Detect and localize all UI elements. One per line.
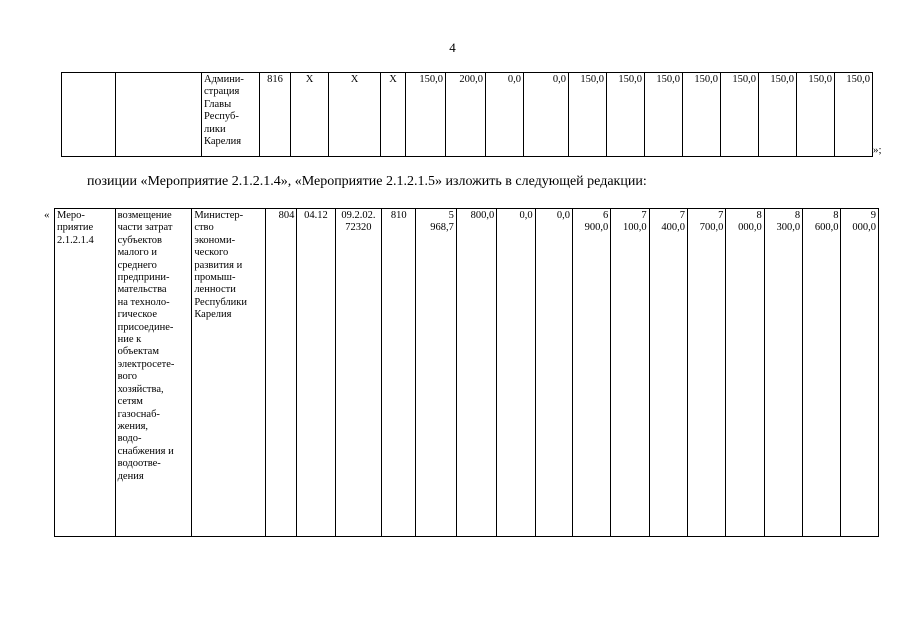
table-cell: 8 300,0 bbox=[764, 209, 802, 537]
table-cell: 8 600,0 bbox=[803, 209, 841, 537]
table-cell: 816 bbox=[260, 73, 291, 157]
intro-text: позиции «Мероприятие 2.1.2.1.4», «Мероприятие 2.1.2.1.5» изложить в следующей редакции: bbox=[87, 174, 647, 189]
table-cell: 810 bbox=[382, 209, 416, 537]
table-cell: 150,0 bbox=[835, 73, 873, 157]
table-cell: 7 400,0 bbox=[649, 209, 687, 537]
table-cell: 200,0 bbox=[446, 73, 486, 157]
table-cell: 6 900,0 bbox=[572, 209, 610, 537]
table-cell: Министер- ство экономи- ческого развития и промыш- ленности Республики Карелия bbox=[192, 209, 266, 537]
table-cell: 150,0 bbox=[797, 73, 835, 157]
table-cell: X bbox=[291, 73, 329, 157]
table-cell: X bbox=[329, 73, 381, 157]
table-cell: 0,0 bbox=[486, 73, 524, 157]
table-cell: 0,0 bbox=[524, 73, 569, 157]
table-cell: 7 100,0 bbox=[611, 209, 649, 537]
table-cell: Меро- приятие 2.1.2.1.4 bbox=[55, 209, 116, 537]
table-cell: 150,0 bbox=[721, 73, 759, 157]
table-cell: 04.12 bbox=[297, 209, 335, 537]
table-cell: 8 000,0 bbox=[726, 209, 764, 537]
budget-table-new bbox=[54, 208, 879, 537]
table-cell: 150,0 bbox=[607, 73, 645, 157]
table-cell: 09.2.02. 72320 bbox=[335, 209, 381, 537]
table-cell: 150,0 bbox=[683, 73, 721, 157]
table-row bbox=[62, 73, 873, 157]
table-cell bbox=[62, 73, 116, 157]
table-cell: 7 700,0 bbox=[688, 209, 726, 537]
table-cell: 9 000,0 bbox=[841, 209, 879, 537]
table-cell: 800,0 bbox=[456, 209, 496, 537]
table-cell: 150,0 bbox=[759, 73, 797, 157]
table-cell: 150,0 bbox=[645, 73, 683, 157]
table-cell: 5 968,7 bbox=[416, 209, 456, 537]
table-row bbox=[55, 209, 879, 537]
table-cell: X bbox=[381, 73, 406, 157]
table-cell bbox=[116, 73, 202, 157]
closing-quote: »; bbox=[873, 144, 882, 156]
opening-quote: « bbox=[44, 209, 50, 221]
table-cell: 150,0 bbox=[569, 73, 607, 157]
table-cell: 150,0 bbox=[406, 73, 446, 157]
page-number: 4 bbox=[449, 40, 456, 55]
table-cell: 0,0 bbox=[535, 209, 572, 537]
table-cell: 804 bbox=[266, 209, 297, 537]
table-cell: Админи- страция Главы Респуб- лики Карелия bbox=[202, 73, 260, 157]
budget-table-previous bbox=[61, 72, 873, 157]
table-cell: 0,0 bbox=[497, 209, 535, 537]
table-cell: возмещение части затрат субъектов малого и среднего предприни- мательства на техноло- гическое присоедине- ние к объектам электросете- вого хозяйства, сетям газоснаб- жения, водо- снабжения и водоотве- дения bbox=[115, 209, 192, 537]
